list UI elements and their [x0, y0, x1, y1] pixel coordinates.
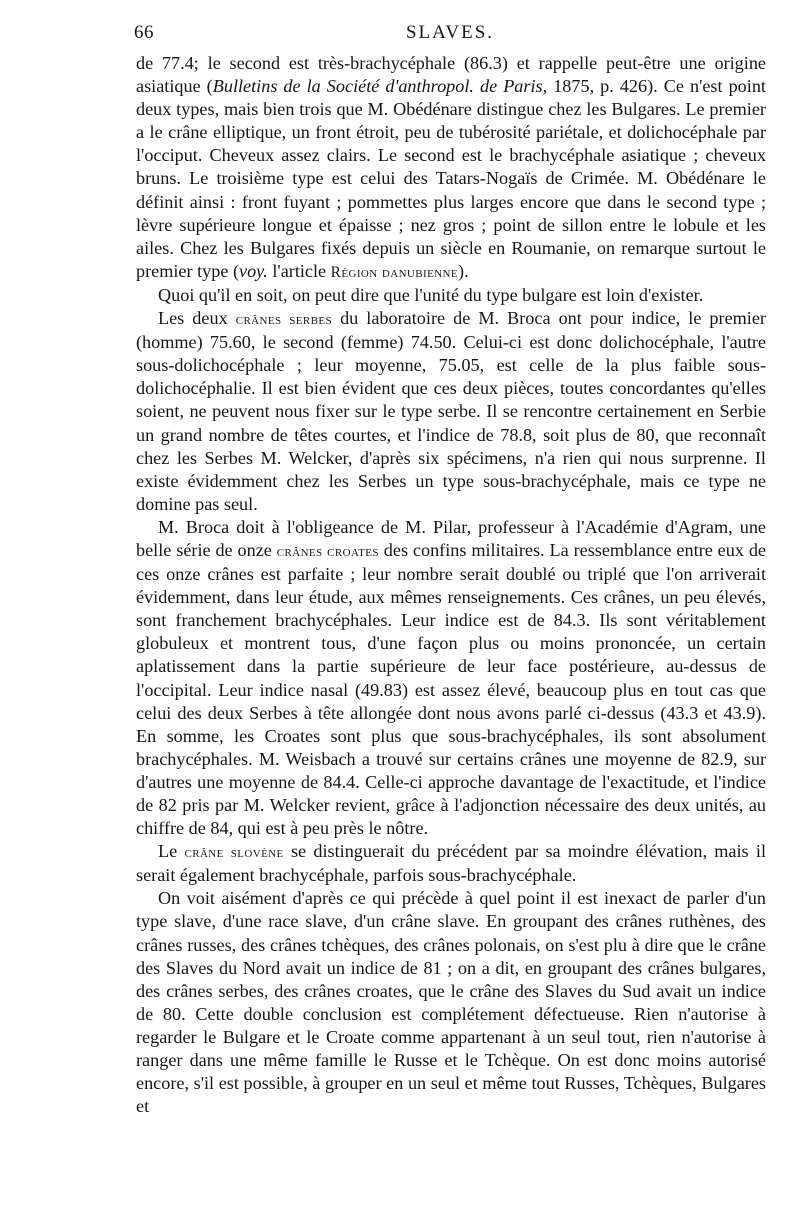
text-segment: ). — [458, 260, 469, 281]
italic-text: Bulletins de la Société d'anthropol. de Paris — [212, 76, 543, 97]
text-segment: des confins militaires. La ressemblance entre eux de ces onze crânes est parfaite ; leur nombre serait doublé ou triplé que l'on arriverait évidemment, dans leur étude, aux mêmes renseignements. Ces crânes, un peu élevés, sont franchement brachycéphales. Leur indice est de 84.3. Ils sont véritablement globuleux et montrent tous, d'une façon plus ou moins prononcée, un certain aplatissement dans la partie supérieure de leur face postérieure, au-dessus de l'occipital. Leur indice nasal (49.83) est assez élevé, beaucoup plus en tout cas que celui des deux Serbes à tête allongée dont nous avons parlé ci-dessus (43.3 et 43.9). En somme, les Croates sont plus que sous-brachycéphales, ils sont absolument brachycéphales. M. Weisbach a trouvé sur certains crânes une moyenne de 82.9, sur d'autres une moyenne de 84.4. Celle-ci approche davantage de l'exactitude, et l'indice de 82 pris par M. Welcker revient, grâce à l'adjonction nécessaire des deux unités, au chiffre de 84, qui est à peu près le nôtre. — [136, 539, 766, 839]
text-segment: Les deux — [158, 308, 236, 329]
paragraph — [136, 887, 766, 1118]
paragraph — [136, 52, 766, 284]
paragraph — [136, 840, 766, 887]
small-caps-term: Région danubienne — [330, 263, 459, 281]
text-segment: l'article — [267, 260, 331, 281]
text-segment: Le — [158, 841, 185, 862]
page-number: 66 — [134, 22, 154, 43]
text-segment: de 77.4; le second est très-brachycéphale (86.3) et rappelle peut-être une origine asiatique ( — [136, 53, 766, 97]
running-head: SLAVES. — [405, 22, 495, 43]
paragraph — [136, 284, 766, 307]
small-caps-term: crânes croates — [276, 542, 379, 560]
text-segment: M. Broca doit à l'obligeance de M. Pilar, professeur à l'Académie d'Agram, une belle série de onze — [136, 516, 766, 560]
text-segment: , 1875, p. 426). Ce n'est point deux types, mais bien trois que M. Obédénare distingue chez les Bulgares. Le premier a le crâne elliptique, un front étroit, peu de tubérosité pariétale, et dolichocéphale par l'occiput. Cheveux assez clairs. Le second est le brachycéphale asiatique ; cheveux bruns. Le troisième type est celui des Tatars-Nogaïs de Crimée. M. Obédénare le définit ainsi : front fuyant ; pommettes plus larges encore que dans le second type ; lèvre supérieure longue et épaisse ; nez gros ; point de sillon entre le lobule et les ailes. Chez les Bulgares fixés depuis un siècle en Roumanie, on remarque surtout le premier type ( — [136, 76, 766, 281]
text-segment: se distinguerait du précédent par sa moindre élévation, mais il serait également brachycéphale, parfois sous-brachycéphale. — [136, 841, 767, 886]
small-caps-term: crânes serbes — [235, 311, 333, 329]
italic-text: voy. — [239, 260, 268, 281]
text-segment: Quoi qu'il en soit, on peut dire que l'unité du type bulgare est loin d'exister. — [158, 284, 704, 305]
paragraph — [136, 516, 766, 840]
page-header — [134, 22, 766, 52]
small-caps-term: crâne slovène — [184, 844, 284, 862]
text-segment: du laboratoire de M. Broca ont pour indice, le premier (homme) 75.60, le second (femme) 74.50. Celui-ci est donc dolichocéphale, l'autre sous-dolichocéphale ; leur moyenne, 75.05, est celle de la plus faible sous-dolichocéphalie. Il est bien évident que ces deux pièces, toutes concordantes qu'elles soient, ne peuvent nous fixer sur le type serbe. Il se rencontre certainement en Serbie un grand nombre de têtes courtes, et l'indice de 78.8, soit plus de 80, que reconnaît chez les Serbes M. Welcker, d'après six spécimens, n'a rien qui nous surprenne. Il existe évidemment chez les Serbes un type sous-brachycéphale, mais ce type ne domine pas seul. — [136, 308, 766, 514]
text-segment: On voit aisément d'après ce qui précède à quel point il est inexact de parler d'un type slave, d'une race slave, d'un crâne slave. En groupant des crânes ruthènes, des crânes russes, des crânes tchèques, des crânes polonais, on s'est plu à dire que le crâne des Slaves du Nord avait un indice de 81 ; on a dit, en groupant des crânes bulgares, des crânes serbes, des crânes croates, que le crâne des Slaves du Sud avait un indice de 80. Cette double conclusion est complétement défectueuse. Rien n'autorise à regarder le Bulgare et le Croate comme appartenant à un seul tout, rien n'autorise à ranger dans une même famille le Russe et le Tchèque. On est donc moins autorisé encore, s'il est possible, à grouper en un seul et même tout Russes, Tchèques, Bulgares et — [136, 888, 766, 1117]
paragraph — [136, 307, 766, 516]
body-text — [136, 52, 766, 1118]
